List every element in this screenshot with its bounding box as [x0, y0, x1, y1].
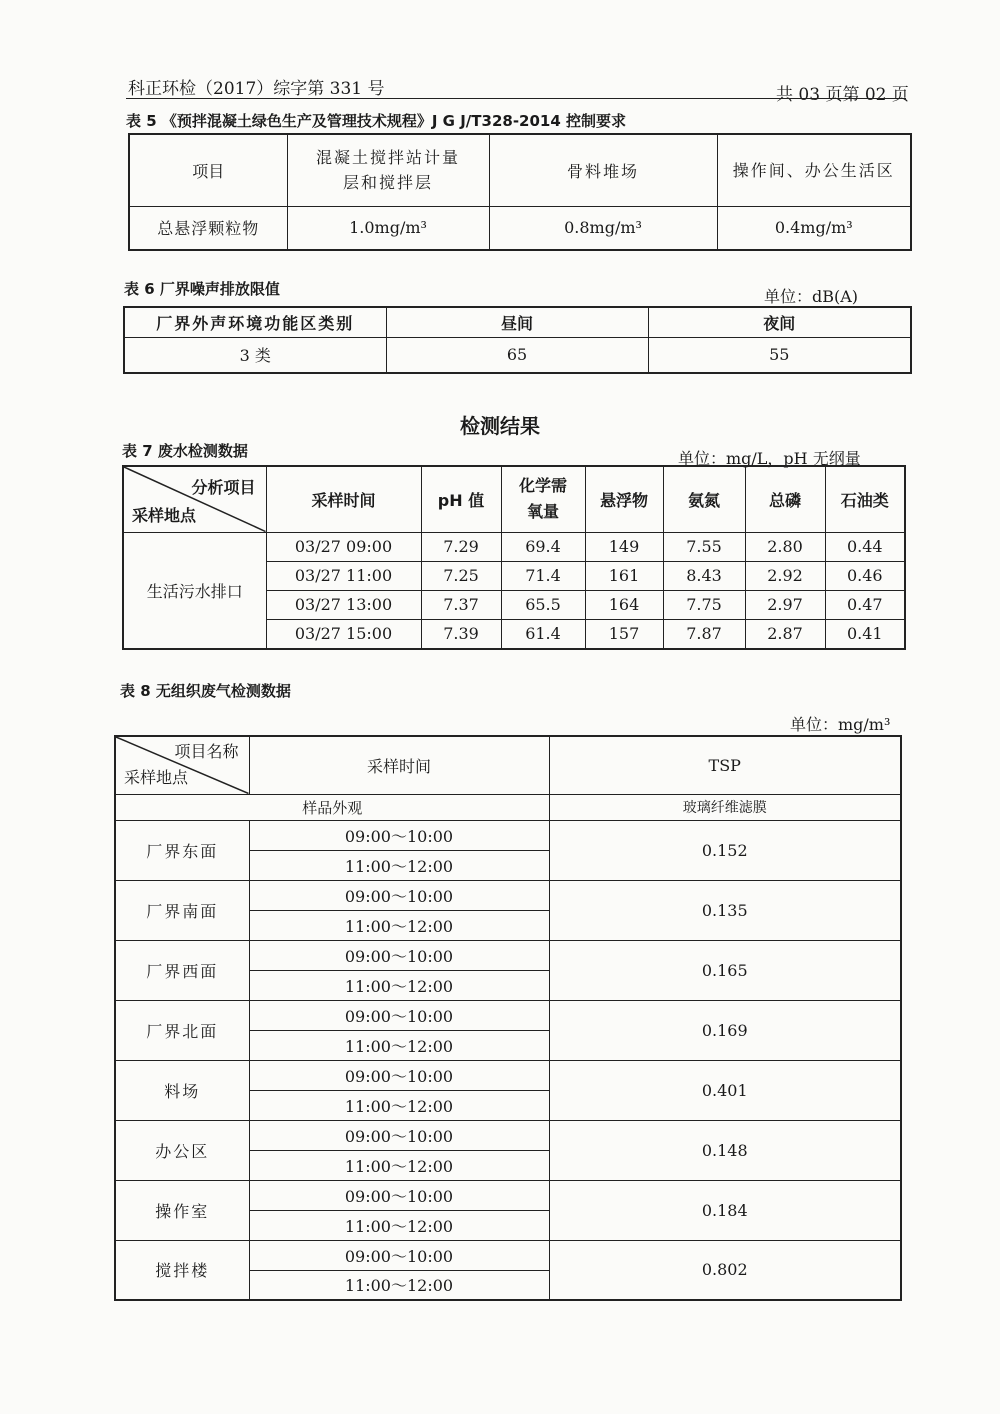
table8-site-cell: 厂界南面: [115, 880, 249, 940]
table7-row: [123, 532, 905, 561]
table7-site-cell: 生活污水排口: [123, 532, 266, 649]
table7-cell: 7.29: [421, 532, 501, 561]
table7-diag-bottom: 采样地点: [132, 505, 197, 525]
table6-cell: 65: [386, 337, 648, 373]
table7-diag-top: 分析项目: [191, 478, 256, 497]
table8-site-cell: 料场: [115, 1060, 249, 1120]
table8-diagonal-header: [115, 736, 249, 794]
table7-cell: 149: [585, 532, 663, 561]
table5-row: [129, 206, 911, 250]
table8-tsp-value: 0.152: [549, 820, 901, 880]
table8-time-cell: 09:00～10:00: [249, 820, 549, 850]
table8-diag-bottom: 采样地点: [124, 767, 189, 787]
table8-tsp-value: 0.401: [549, 1060, 901, 1120]
table8-time-cell: 11:00～12:00: [249, 970, 549, 1000]
table7-cell: 7.25: [421, 561, 501, 590]
table5-caption: 表 5 《预拌混凝土绿色生产及管理技术规程》J G J/T328-2014 控制要求: [126, 112, 627, 130]
table8-row: [115, 820, 901, 850]
table7-cell: 2.97: [745, 590, 825, 619]
table7-diagonal-header: [123, 466, 266, 532]
table8-site-cell: 厂界西面: [115, 940, 249, 1000]
table8-site-cell: 操作室: [115, 1180, 249, 1240]
table8-site-cell: 搅拌楼: [115, 1240, 249, 1300]
table7-cell: 2.92: [745, 561, 825, 590]
table7-cell: 7.37: [421, 590, 501, 619]
table7-cell: 0.44: [825, 532, 905, 561]
table7-cell: 7.75: [663, 590, 745, 619]
table8-time-cell: 11:00～12:00: [249, 850, 549, 880]
table6-cell: 55: [648, 337, 911, 373]
table8-row: [115, 940, 901, 970]
table6-row: [124, 337, 911, 373]
table8-diag-top: 项目名称: [174, 742, 239, 761]
table8-header-cell: TSP: [549, 736, 901, 794]
table8-time-cell: 09:00～10:00: [249, 880, 549, 910]
table8-tsp-value: 0.165: [549, 940, 901, 1000]
table7-header-cell: 化学需氧量: [501, 466, 585, 532]
table6-caption: 表 6 厂界噪声排放限值: [124, 280, 280, 298]
table8-row: [115, 1240, 901, 1270]
table7: [122, 465, 906, 650]
table8-time-cell: 09:00～10:00: [249, 1000, 549, 1030]
table8-time-cell: 09:00～10:00: [249, 940, 549, 970]
table6-unit: 单位：dB(A): [764, 287, 859, 306]
table7-cell: 7.39: [421, 619, 501, 649]
table8-header-cell: 采样时间: [249, 736, 549, 794]
table7-header-cell: 采样时间: [266, 466, 421, 532]
table7-cell: 65.5: [501, 590, 585, 619]
table6-header-row: [124, 307, 911, 337]
table5-cell: 0.8mg/m³: [489, 206, 717, 250]
report-number: 科正环检（2017）综字第 331 号: [128, 79, 385, 99]
page-count: 共 03 页第 02 页: [776, 85, 909, 105]
table8-time-cell: 11:00～12:00: [249, 1270, 549, 1300]
table8-time-cell: 09:00～10:00: [249, 1240, 549, 1270]
table5-header-cell: 混凝土搅拌站计量层和搅拌层: [287, 134, 489, 206]
table8-row: [115, 880, 901, 910]
table7-cell: 0.41: [825, 619, 905, 649]
table8-time-cell: 09:00～10:00: [249, 1060, 549, 1090]
table8-site-cell: 厂界东面: [115, 820, 249, 880]
table8-tsp-value: 0.184: [549, 1180, 901, 1240]
table7-cell: 2.80: [745, 532, 825, 561]
table7-cell: 7.55: [663, 532, 745, 561]
table8-row: [115, 1180, 901, 1210]
table7-cell: 2.87: [745, 619, 825, 649]
table7-cell: 157: [585, 619, 663, 649]
table7-cell: 8.43: [663, 561, 745, 590]
table8-tsp-value: 0.135: [549, 880, 901, 940]
table8-row: [115, 1120, 901, 1150]
table8: [114, 735, 902, 1301]
table7-cell: 161: [585, 561, 663, 590]
table7-header-row: [123, 466, 905, 532]
table7-unit: 单位：mg/L，pH 无纲量: [678, 449, 861, 468]
table6-header-cell: 昼间: [386, 307, 648, 337]
table8-appearance-value: 玻璃纤维滤膜: [549, 794, 901, 820]
table8-time-cell: 11:00～12:00: [249, 910, 549, 940]
table5: [128, 133, 912, 251]
table7-caption: 表 7 废水检测数据: [122, 442, 248, 460]
table8-caption: 表 8 无组织废气检测数据: [120, 682, 291, 700]
table7-cell: 61.4: [501, 619, 585, 649]
table8-site-cell: 办公区: [115, 1120, 249, 1180]
table7-cell: 03/27 09:00: [266, 532, 421, 561]
table7-header-cell: 石油类: [825, 466, 905, 532]
table6-cell: 3 类: [124, 337, 386, 373]
table8-site-cell: 厂界北面: [115, 1000, 249, 1060]
table7-cell: 71.4: [501, 561, 585, 590]
table7-cell: 164: [585, 590, 663, 619]
table7-header-cell: 悬浮物: [585, 466, 663, 532]
table7-header-cell: pH 值: [421, 466, 501, 532]
table7-cell: 69.4: [501, 532, 585, 561]
table7-header-cell: 总磷: [745, 466, 825, 532]
table7-cell: 0.47: [825, 590, 905, 619]
table8-unit: 单位：mg/m³: [790, 715, 891, 734]
table8-tsp-value: 0.148: [549, 1120, 901, 1180]
table5-header-cell: 操作间、办公生活区: [717, 134, 911, 206]
table7-header-cell: 氨氮: [663, 466, 745, 532]
table7-cell: 7.87: [663, 619, 745, 649]
table5-header-cell: 项目: [129, 134, 287, 206]
table7-cell: 03/27 13:00: [266, 590, 421, 619]
table7-cell: 03/27 15:00: [266, 619, 421, 649]
table5-header-cell: 骨料堆场: [489, 134, 717, 206]
table5-cell: 1.0mg/m³: [287, 206, 489, 250]
table8-time-cell: 09:00～10:00: [249, 1180, 549, 1210]
table5-header-row: [129, 134, 911, 206]
table8-appearance-row: [115, 794, 901, 820]
header-divider: [126, 98, 906, 99]
section-title: 检测结果: [460, 414, 540, 438]
table8-tsp-value: 0.169: [549, 1000, 901, 1060]
table8-time-cell: 09:00～10:00: [249, 1120, 549, 1150]
table8-time-cell: 11:00～12:00: [249, 1030, 549, 1060]
table7-cell: 03/27 11:00: [266, 561, 421, 590]
table6: [123, 306, 912, 374]
table8-time-cell: 11:00～12:00: [249, 1150, 549, 1180]
table8-tsp-value: 0.802: [549, 1240, 901, 1300]
table5-cell: 总悬浮颗粒物: [129, 206, 287, 250]
table6-header-cell: 夜间: [648, 307, 911, 337]
table8-appearance-label: 样品外观: [115, 794, 549, 820]
table7-cell: 0.46: [825, 561, 905, 590]
table5-cell: 0.4mg/m³: [717, 206, 911, 250]
table6-header-cell: 厂界外声环境功能区类别: [124, 307, 386, 337]
table8-row: [115, 1060, 901, 1090]
table8-time-cell: 11:00～12:00: [249, 1090, 549, 1120]
table8-header-row: [115, 736, 901, 794]
table8-row: [115, 1000, 901, 1030]
table8-time-cell: 11:00～12:00: [249, 1210, 549, 1240]
